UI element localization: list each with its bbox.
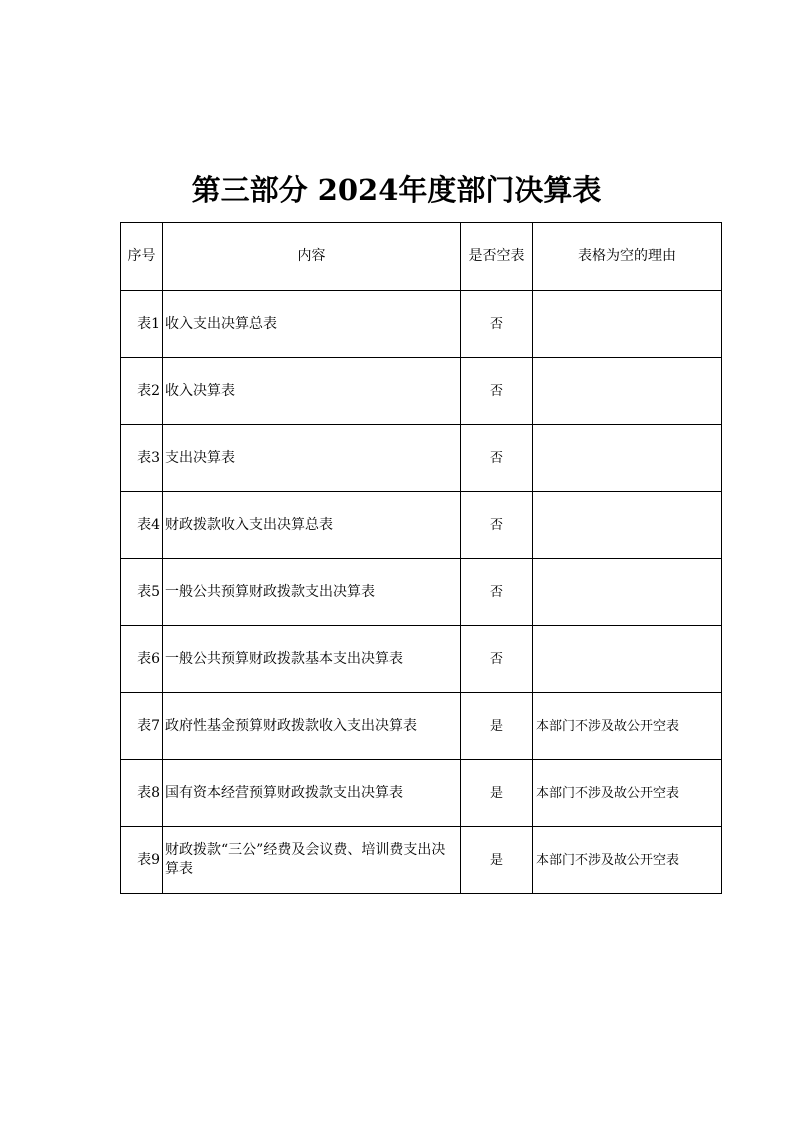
- table-header-row: [121, 223, 722, 291]
- row-reason: 本部门不涉及故公开空表: [533, 827, 722, 894]
- row-is-empty: 否: [461, 626, 533, 693]
- row-num: 表7: [121, 693, 163, 760]
- row-content: 财政拨款收入支出决算总表: [163, 492, 461, 559]
- budget-tables-index: [120, 222, 722, 894]
- table-row: [121, 358, 722, 425]
- row-is-empty: 否: [461, 492, 533, 559]
- table-row: [121, 827, 722, 894]
- header-is-empty: 是否空表: [461, 223, 533, 291]
- table-row: [121, 760, 722, 827]
- row-content: 财政拨款“三公”经费及会议费、培训费支出决算表: [163, 827, 461, 894]
- row-num: 表1: [121, 291, 163, 358]
- table-row: [121, 291, 722, 358]
- row-reason: [533, 425, 722, 492]
- row-content: 一般公共预算财政拨款支出决算表: [163, 559, 461, 626]
- table-row: [121, 559, 722, 626]
- row-content: 收入支出决算总表: [163, 291, 461, 358]
- row-is-empty: 是: [461, 827, 533, 894]
- row-reason: [533, 559, 722, 626]
- row-is-empty: 否: [461, 559, 533, 626]
- row-num: 表2: [121, 358, 163, 425]
- row-reason: [533, 626, 722, 693]
- row-reason: 本部门不涉及故公开空表: [533, 693, 722, 760]
- row-num: 表8: [121, 760, 163, 827]
- row-is-empty: 否: [461, 425, 533, 492]
- row-reason: [533, 291, 722, 358]
- row-content: 支出决算表: [163, 425, 461, 492]
- row-num: 表3: [121, 425, 163, 492]
- row-is-empty: 是: [461, 760, 533, 827]
- row-is-empty: 是: [461, 693, 533, 760]
- row-content: 国有资本经营预算财政拨款支出决算表: [163, 760, 461, 827]
- header-num: 序号: [121, 223, 163, 291]
- row-reason: 本部门不涉及故公开空表: [533, 760, 722, 827]
- row-is-empty: 否: [461, 291, 533, 358]
- row-reason: [533, 358, 722, 425]
- row-num: 表5: [121, 559, 163, 626]
- table-row: [121, 425, 722, 492]
- table-row: [121, 626, 722, 693]
- row-num: 表9: [121, 827, 163, 894]
- table-row: [121, 693, 722, 760]
- header-content: 内容: [163, 223, 461, 291]
- row-reason: [533, 492, 722, 559]
- table-row: [121, 492, 722, 559]
- row-num: 表6: [121, 626, 163, 693]
- row-content: 收入决算表: [163, 358, 461, 425]
- page-title: 第三部分 2024年度部门决算表: [191, 173, 602, 207]
- header-reason: 表格为空的理由: [533, 223, 722, 291]
- row-content: 政府性基金预算财政拨款收入支出决算表: [163, 693, 461, 760]
- row-num: 表4: [121, 492, 163, 559]
- row-is-empty: 否: [461, 358, 533, 425]
- row-content: 一般公共预算财政拨款基本支出决算表: [163, 626, 461, 693]
